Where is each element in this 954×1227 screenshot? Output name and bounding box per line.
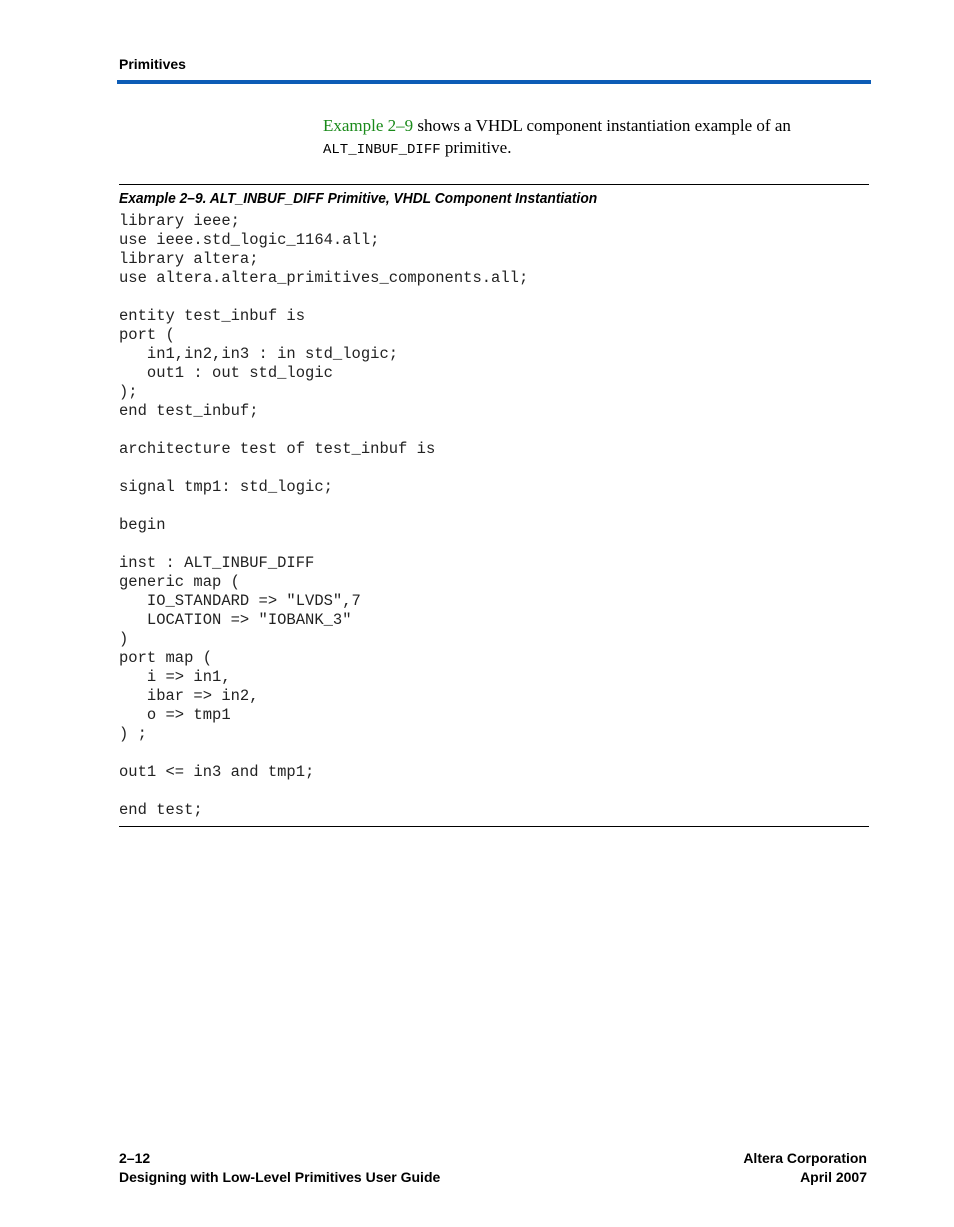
code-listing: library ieee; use ieee.std_logic_1164.all; library altera; use altera.altera_primitives_components.all; entity test_inbuf is port ( in1,in2,in3 : in std_logic; out1 : out std_logic ); end test_inbuf; architecture test of test_inbuf is signal tmp1: std_logic; begin inst : ALT_INBUF_DIFF generic map ( IO_STANDARD => "LVDS",7 LOCATION => "IOBANK_3" ) port map ( i => in1, ibar => in2, o => tmp1 ) ; out1 <= in3 and tmp1; end test; xyxy=(119,212,529,819)
header-rule xyxy=(117,80,871,84)
example-link[interactable]: Example 2–9 xyxy=(323,116,414,135)
publication-date: April 2007 xyxy=(800,1169,867,1185)
intro-text: shows a VHDL component instantiation example of an xyxy=(413,116,791,135)
intro-code-term: ALT_INBUF_DIFF xyxy=(323,142,441,158)
running-header-title: Primitives xyxy=(119,56,186,72)
example-bottom-rule xyxy=(119,826,869,827)
intro-paragraph xyxy=(323,115,853,161)
guide-title: Designing with Low-Level Primitives User Guide xyxy=(119,1169,441,1185)
example-top-rule xyxy=(119,184,869,185)
page-number: 2–12 xyxy=(119,1150,151,1166)
intro-text-end: primitive. xyxy=(440,138,512,157)
company-name: Altera Corporation xyxy=(743,1150,867,1166)
example-caption: Example 2–9. ALT_INBUF_DIFF Primitive, VHDL Component Instantiation xyxy=(119,190,598,207)
